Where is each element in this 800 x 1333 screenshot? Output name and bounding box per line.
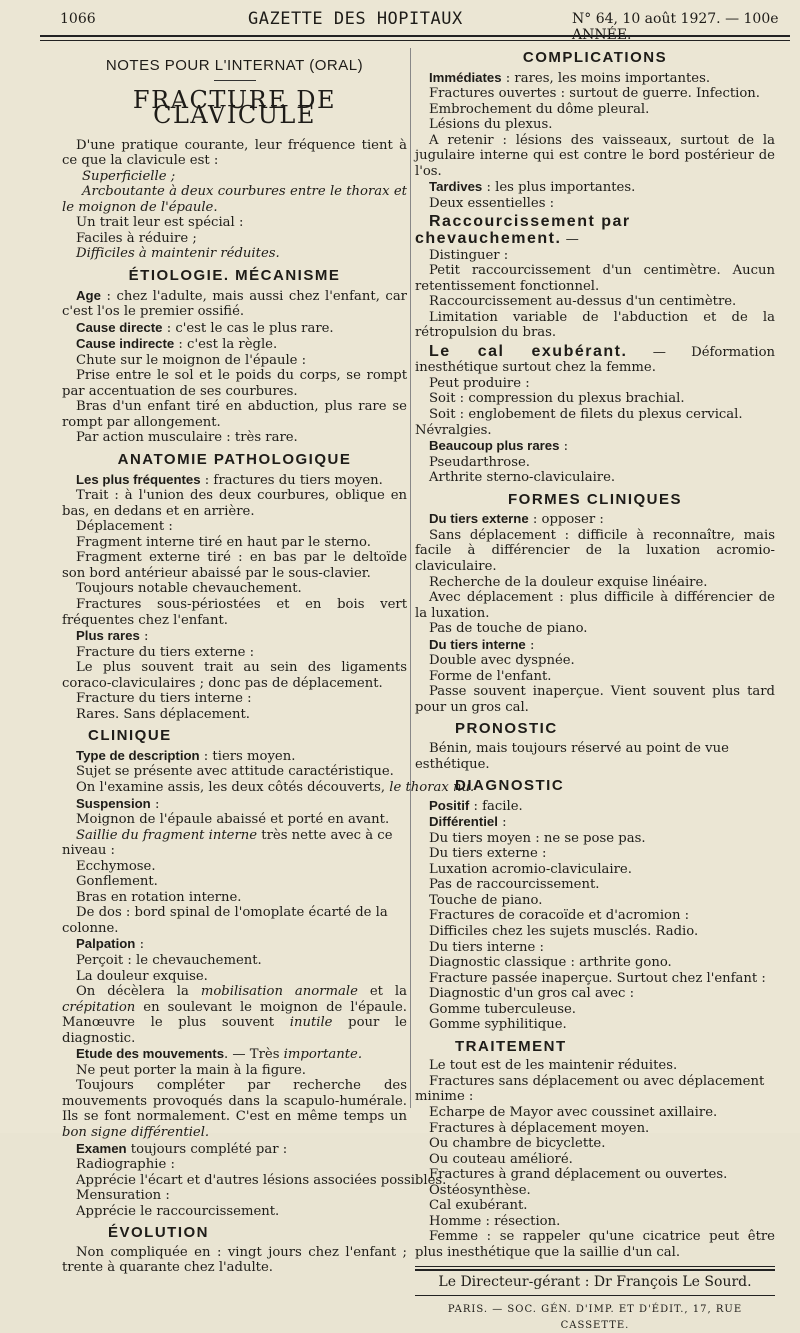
interne-paragraph: [415, 637, 775, 654]
freq-paragraph: [62, 472, 407, 489]
text-line: Fractures sans déplacement ou avec déplacement minime :: [415, 1073, 765, 1105]
beaucoup-text: :: [563, 439, 569, 455]
text-line: De dos : bord spinal de l'omoplate écarté de la colonne.: [62, 905, 388, 936]
text-segment: Saillie du fragment interne: [76, 827, 258, 843]
text-line: Lésions du plexus.: [429, 117, 553, 133]
suspension-text: :: [154, 796, 160, 812]
text-line: Chute sur le moignon de l'épaule :: [76, 352, 307, 368]
intro-item: Faciles à réduire ;: [76, 230, 197, 246]
text-line: Embrochement du dôme pleural.: [429, 101, 650, 117]
text-line: A retenir : lésions des vaisseaux, surtout de la jugulaire interne qui est contre le bord postérieur de l'os.: [415, 132, 775, 179]
rares-text: :: [143, 629, 149, 645]
cause-indirecte-text: : c'est la règle.: [178, 337, 278, 353]
footer-rule: [415, 1266, 775, 1267]
text-segment: inutile: [289, 1015, 333, 1031]
immediates-text: : rares, les moins importantes.: [505, 70, 711, 86]
text-line: Fracture du tiers interne :: [76, 691, 252, 707]
section-heading-traitement: TRAITEMENT: [455, 1037, 567, 1055]
text-segment: en soulevant le moignon de l'épaule. Manœuvre le plus souvent: [62, 999, 407, 1031]
column-divider: [410, 48, 411, 1108]
pronostic-text: Bénin, mais toujours réservé au point de vue esthétique.: [415, 740, 729, 772]
text-line: Diagnostic classique : arthrite gono.: [429, 955, 672, 971]
cause-indirecte: [62, 336, 407, 353]
text-line: Distinguer :: [429, 247, 509, 263]
raccourcissement-label: Raccourcissement par chevauchement.: [415, 213, 631, 248]
text-line: Arthrite sterno-claviculaire.: [429, 470, 616, 486]
intro-item: [62, 184, 407, 215]
article-title: FRACTURE DE CLAVICULE: [132, 85, 337, 130]
text-line: Luxation acromio-claviculaire.: [429, 861, 632, 877]
text-line: Du tiers interne :: [429, 939, 544, 955]
text-line: Fracture passée inaperçue. Surtout chez l'enfant :: [429, 970, 766, 986]
text-line: Pseudarthrose.: [429, 454, 530, 470]
text-line: Diagnostic d'un gros cal avec :: [429, 986, 635, 1002]
text-line: [62, 1078, 407, 1140]
text-line: Fractures de coracoïde et d'acromion :: [429, 908, 690, 924]
text-line: Fragment interne tiré en haut par le sterno.: [76, 534, 371, 550]
text-line: Perçoit : le chevauchement.: [76, 952, 262, 968]
freq-label: Les plus fréquentes: [76, 471, 201, 487]
text-line: [62, 984, 407, 1046]
type-label: Type de description: [76, 747, 200, 763]
text-line: Apprécie l'écart et d'autres lésions associées possibles.: [76, 1172, 447, 1188]
cause-directe: [62, 320, 407, 337]
interne-label: Du tiers interne: [429, 636, 526, 652]
section-heading-complications: COMPLICATIONS: [522, 49, 668, 66]
text-line: Gonflement.: [76, 874, 158, 890]
text-segment: Toujours compléter par recherche des mouvements provoqués dans la scapulo-humérale. Ils se font normalement. C'est en même temps un: [62, 1078, 407, 1125]
section-heading-anatomie: ANATOMIE PATHOLOGIQUE: [117, 451, 352, 469]
beaucoup-label: Beaucoup plus rares: [429, 438, 560, 454]
text-line: Echarpe de Mayor avec coussinet axillaire.: [429, 1105, 718, 1120]
suspension-label: Suspension: [76, 795, 151, 811]
text-line: [415, 86, 775, 102]
intro-item: Un trait leur est spécial :: [76, 215, 244, 231]
text-line: Apprécie le raccourcissement.: [76, 1203, 280, 1219]
text-line: Fractures à déplacement moyen.: [429, 1120, 650, 1136]
section-heading-evolution: ÉVOLUTION: [108, 1224, 210, 1242]
intro-item: Superficielle ;: [82, 168, 176, 184]
title-divider: [214, 80, 256, 81]
text-line: La douleur exquise.: [76, 968, 208, 984]
text-line: Femme : se rappeler qu'une cicatrice peut être plus inesthétique que la saillie d'un cal.: [415, 1229, 775, 1260]
text-segment: le thorax nu.: [389, 779, 475, 795]
text-segment: Fractures: [429, 86, 495, 102]
text-segment: : surtout de guerre. Infection.: [560, 86, 760, 102]
text-line: Limitation variable de l'abduction et de la rétropulsion du bras.: [415, 309, 775, 341]
cal-label: Le cal exubérant.: [429, 342, 628, 360]
text-line: Ou couteau amélioré.: [429, 1151, 573, 1167]
raccourcissement-paragraph: [415, 214, 775, 247]
intro-paragraph: D'une pratique courante, leur fréquence tient à ce que la clavicule est :: [62, 137, 407, 169]
text-line: Toujours notable chevauchement.: [76, 581, 302, 597]
text-line: Fractures à grand déplacement ou ouvertes.: [429, 1167, 728, 1183]
section-heading-pronostic: PRONOSTIC: [455, 720, 558, 738]
text-line: Sans déplacement : difficile à reconnaître, mais facile à différencier de la luxation acromio-claviculaire.: [415, 527, 775, 574]
text-segment: crépitation: [62, 999, 136, 1015]
text-line: Cal exubérant.: [429, 1198, 528, 1214]
palpation-paragraph: [62, 936, 407, 953]
text-line: Raccourcissement au-dessus d'un centimètre.: [429, 294, 737, 310]
text-line: Gomme tuberculeuse.: [429, 1001, 576, 1017]
text-line: Ou chambre de bicyclette.: [429, 1136, 606, 1152]
series-title: NOTES POUR L'INTERNAT (ORAL): [105, 57, 364, 74]
footer-rule-bottom: [415, 1295, 775, 1296]
section-heading-etiologie: ÉTIOLOGIE. MÉCANISME: [128, 267, 341, 285]
etude-label: Etude des mouvements: [76, 1046, 225, 1062]
text-line: Le tout est de les maintenir réduites.: [429, 1058, 678, 1074]
text-line: Soit : compression du plexus brachial.: [429, 391, 685, 407]
right-column: [415, 50, 775, 1333]
type-paragraph: [62, 748, 407, 765]
text-line: Passe souvent inaperçue. Vient souvent plus tard pour un gros cal.: [415, 684, 775, 715]
age-text: : chez l'adulte, mais aussi chez l'enfant, car c'est l'os le premier ossifié.: [62, 288, 407, 320]
text-line: Bras en rotation interne.: [76, 889, 242, 905]
text-line: Radiographie :: [76, 1157, 175, 1173]
printer-line: PARIS. — SOC. GÉN. D'IMP. ET D'ÉDIT., 17, RUE CASSETTE.: [447, 1304, 743, 1331]
beaucoup-paragraph: [415, 438, 775, 455]
text-line: Ostéosynthèse.: [429, 1182, 531, 1198]
text-line: Par action musculaire : très rare.: [76, 430, 298, 446]
raccourcissement-text: —: [565, 232, 579, 248]
text-line: Double avec dyspnée.: [429, 653, 575, 669]
text-line: Peut produire :: [429, 375, 530, 391]
text-segment: très nette avec à ce niveau :: [62, 827, 393, 859]
header-rule-thin: [40, 40, 790, 41]
cause-indirecte-label: Cause indirecte: [76, 336, 175, 352]
text-line: Ecchymose.: [76, 858, 156, 874]
text-line: Fractures sous-périostées et en bois vert fréquentes chez l'enfant.: [62, 596, 407, 628]
etude-paragraph: [62, 1046, 407, 1063]
text-segment: mobilisation anormale: [200, 984, 358, 1000]
issue-info: N° 64, 10 août 1927. — 100e ANNÉE.: [572, 11, 779, 43]
text-line: Trait : à l'union des deux courbures, oblique en bas, en dedans et en arrière.: [62, 488, 407, 519]
text-line: Fragment externe tiré : en bas par le deltoïde son bord antérieur abaissé par le sous-clavier.: [62, 550, 407, 581]
page-number: 1066: [60, 11, 96, 27]
text-segment: et la: [369, 984, 407, 1000]
positif-paragraph: [415, 798, 775, 815]
text-line: Recherche de la douleur exquise linéaire.: [429, 574, 708, 590]
externe-paragraph: [415, 511, 775, 528]
palpation-text: :: [139, 937, 145, 953]
text-line: Moignon de l'épaule abaissé et porté en avant.: [76, 812, 390, 828]
text-segment: On l'examine assis, les deux côtés découverts,: [76, 779, 386, 795]
text-line: Gomme syphilitique.: [429, 1017, 567, 1033]
etude-text: . — Très: [224, 1047, 280, 1063]
text-line: Déplacement :: [76, 519, 173, 535]
etude-italic: importante.: [283, 1047, 363, 1063]
examen-text: toujours complété par :: [130, 1141, 288, 1157]
examen-paragraph: [62, 1141, 407, 1158]
cal-text: — Déformation inesthétique surtout chez la femme.: [415, 344, 775, 376]
text-line: Rares. Sans déplacement.: [76, 706, 250, 722]
text-line: Pas de touche de piano.: [429, 621, 588, 637]
intro-item-text: Arcboutante à deux courbures entre le thorax et le moignon de l'épaule.: [62, 184, 407, 215]
cal-paragraph: [415, 344, 775, 376]
text-line: Ne peut porter la main à la figure.: [76, 1062, 306, 1078]
text-line: Prise entre le sol et le poids du corps, se rompt par accentuation de ses courbures.: [62, 368, 407, 399]
externe-text: : opposer :: [532, 512, 604, 528]
section-heading-diagnostic: DIAGNOSTIC: [455, 777, 565, 795]
page-footer: [415, 1266, 775, 1333]
suspension-paragraph: [62, 796, 407, 813]
text-line: Le plus souvent trait au sein des ligaments coraco-claviculaires ; donc pas de déplacement.: [62, 660, 407, 691]
text-line: Difficiles chez les sujets musclés. Radio.: [429, 923, 699, 939]
differentiel-text: :: [502, 815, 507, 831]
text-line: Forme de l'enfant.: [429, 668, 552, 684]
text-line: Du tiers externe :: [429, 846, 547, 862]
text-line: Fracture du tiers externe :: [76, 644, 255, 660]
journal-title: GAZETTE DES HOPITAUX: [248, 9, 463, 29]
externe-label: Du tiers externe: [429, 511, 529, 527]
interne-text: :: [529, 637, 535, 653]
type-text: : tiers moyen.: [203, 748, 296, 764]
tardives-text: : les plus importantes.: [486, 180, 636, 196]
rares-label: Plus rares: [76, 628, 140, 644]
cause-directe-text: : c'est le cas le plus rare.: [166, 320, 334, 336]
text-line: Bras d'un enfant tiré en abduction, plus rare se rompt par allongement.: [62, 399, 407, 430]
immediates-label: Immédiates: [429, 69, 502, 85]
freq-text: : fractures du tiers moyen.: [204, 472, 383, 488]
tardives-paragraph: [415, 179, 775, 196]
page-header: [0, 0, 800, 42]
text-line: Soit : englobement de filets du plexus cervical. Névralgies.: [415, 407, 743, 438]
text-segment: bon signe différentiel.: [62, 1125, 210, 1140]
intro-item: Difficiles à maintenir réduites.: [76, 246, 280, 262]
positif-text: : facile.: [473, 798, 523, 814]
differentiel-label: Différentiel: [429, 814, 498, 830]
age-label: Age: [76, 287, 101, 303]
examen-label: Examen: [76, 1140, 127, 1156]
tardives-label: Tardives: [429, 179, 483, 195]
differentiel-paragraph: [415, 814, 775, 831]
section-heading-clinique: CLINIQUE: [88, 727, 172, 745]
footer-rule-thick: [415, 1269, 775, 1271]
text-line: [62, 828, 407, 859]
text-line: Touche de piano.: [429, 892, 543, 908]
text-line: Deux essentielles :: [429, 195, 555, 211]
text-line: Petit raccourcissement d'un centimètre. Aucun retentissement fonctionnel.: [415, 263, 775, 294]
palpation-label: Palpation: [76, 936, 136, 952]
text-line: Sujet se présente avec attitude caractéristique.: [76, 764, 394, 780]
text-segment: pour le diagnostic.: [62, 1015, 407, 1046]
cause-directe-label: Cause directe: [76, 319, 163, 335]
header-rule: [40, 35, 790, 37]
text-segment: On décèlera la: [76, 984, 189, 1000]
text-line: Avec déplacement : plus difficile à différencier de la luxation.: [415, 590, 775, 621]
section-heading-formes: FORMES CLINIQUES: [507, 490, 682, 508]
text-line: Homme : résection.: [429, 1213, 561, 1229]
text-line: Pas de raccourcissement.: [429, 877, 600, 893]
evolution-text: Non compliquée en : vingt jours chez l'enfant ; trente à quarante chez l'adulte.: [62, 1244, 407, 1276]
text-line: [62, 779, 475, 796]
text-line: Mensuration :: [76, 1188, 170, 1204]
immediates-paragraph: [415, 70, 775, 87]
positif-label: Positif: [429, 797, 470, 813]
age-paragraph: [62, 288, 407, 320]
rares-paragraph: [62, 628, 407, 645]
director-line: Le Directeur-gérant : Dr François Le Sourd.: [438, 1274, 752, 1291]
text-line: Du tiers moyen : ne se pose pas.: [429, 830, 646, 846]
text-segment: ouvertes: [498, 86, 557, 102]
